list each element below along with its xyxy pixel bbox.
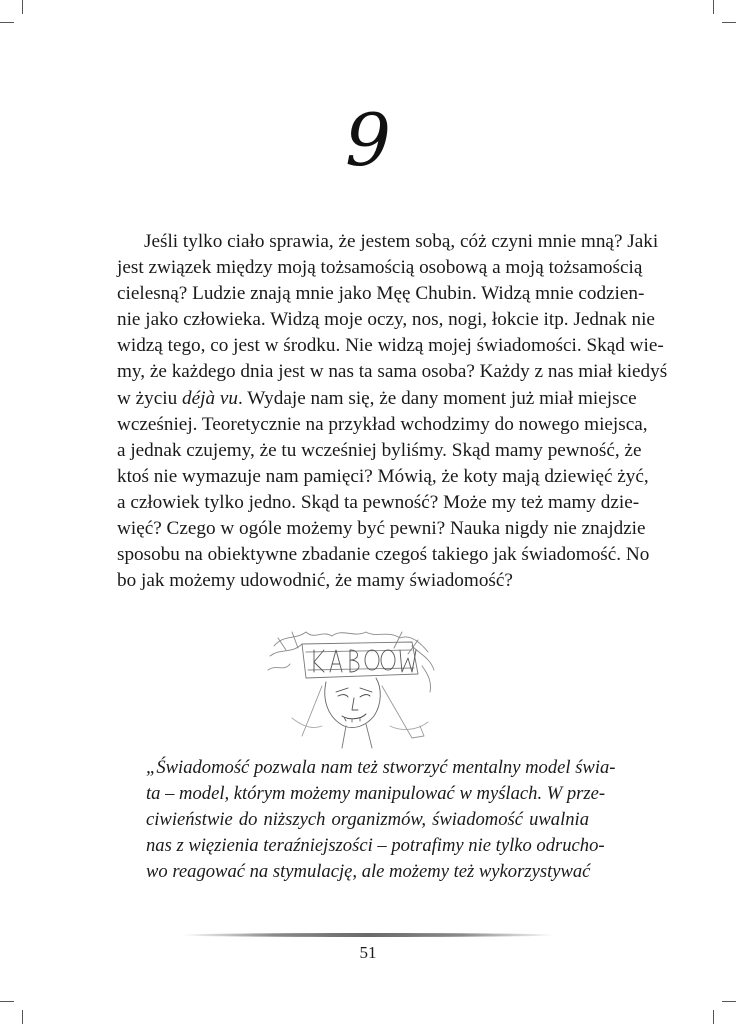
body-line: ktoś nie wymazuje nam pamięci? Mówią, że koty mają dziewięć żyć, <box>117 465 649 487</box>
chapter-number: 9 <box>345 98 391 182</box>
sketch-drawing <box>262 626 438 750</box>
page-number: 51 <box>359 943 377 962</box>
crop-mark-top-left-horizontal <box>0 22 14 23</box>
quote-line: „Świadomość pozwala nam też stworzyć mentalny model świa- <box>146 757 616 778</box>
body-line: bo jak możemy udowodnić, że mamy świadomość? <box>117 570 513 592</box>
body-line: a jednak czujemy, że tu wcześniej byliśmy. Skąd mamy pewność, że <box>117 439 642 461</box>
body-line: nie jako człowieka. Widzą moje oczy, nos, nogi, łokcie itp. Jednak nie <box>117 309 655 331</box>
body-line: sposobu na obiektywne zbadanie czegoś takiego jak świadomość. No <box>117 544 650 566</box>
body-line: cielesną? Ludzie znają mnie jako Męę Chubin. Widzą mnie codzien- <box>117 283 645 305</box>
quote-line: wo reagować na stymulację, ale możemy też wykorzystywać <box>146 861 591 883</box>
body-line: więć? Czego w ogóle możemy być pewni? Nauka nigdy nie znajdzie <box>117 518 646 540</box>
body-line: Jeśli tylko ciało sprawia, że jestem sobą, cóż czyni mnie mną? Jaki <box>144 231 659 252</box>
body-line-part: . Wydaje nam się, że dany moment już miał miejsce <box>237 387 637 409</box>
crop-mark-bottom-left-horizontal <box>0 1001 14 1002</box>
body-line: jest związek między moją tożsamością osobową a moją tożsamością <box>117 257 643 279</box>
crop-mark-top-right-vertical <box>713 0 714 14</box>
body-line: widzą tego, co jest w środku. Nie widzą mojej świadomości. Skąd wie- <box>117 335 664 357</box>
quote-line: ta – model, którym możemy manipulować w myślach. W prze- <box>146 783 606 805</box>
body-line: wcześniej. Teoretycznie na przykład wchodzimy do nowego miejsca, <box>117 413 648 435</box>
quote-block <box>146 754 616 884</box>
quote-line: nas z więzienia teraźniejszości – potrafimy nie tylko odrucho- <box>146 835 605 857</box>
crop-mark-bottom-left-vertical <box>22 1010 23 1024</box>
crop-mark-top-left-vertical <box>22 0 23 14</box>
quote-line: ciwieństwie do niższych organizmów, świadomość uwalnia <box>146 809 589 831</box>
crop-mark-bottom-right-horizontal <box>722 1001 736 1002</box>
body-line-emphasis: déjà vu <box>182 387 238 409</box>
body-text <box>117 229 668 594</box>
body-line-part: w życiu <box>117 387 178 409</box>
footer-divider <box>180 933 556 937</box>
body-line: a człowiek tylko jedno. Skąd ta pewność? Może my też mamy dzie- <box>117 491 640 513</box>
kaboom-sketch-illustration <box>262 626 438 750</box>
body-line: my, że każdego dnia jest w nas ta sama osoba? Każdy z nas miał kiedyś <box>117 361 668 383</box>
crop-mark-top-right-horizontal <box>722 22 736 23</box>
crop-mark-bottom-right-vertical <box>713 1010 714 1024</box>
body-line-mixed <box>117 386 637 412</box>
